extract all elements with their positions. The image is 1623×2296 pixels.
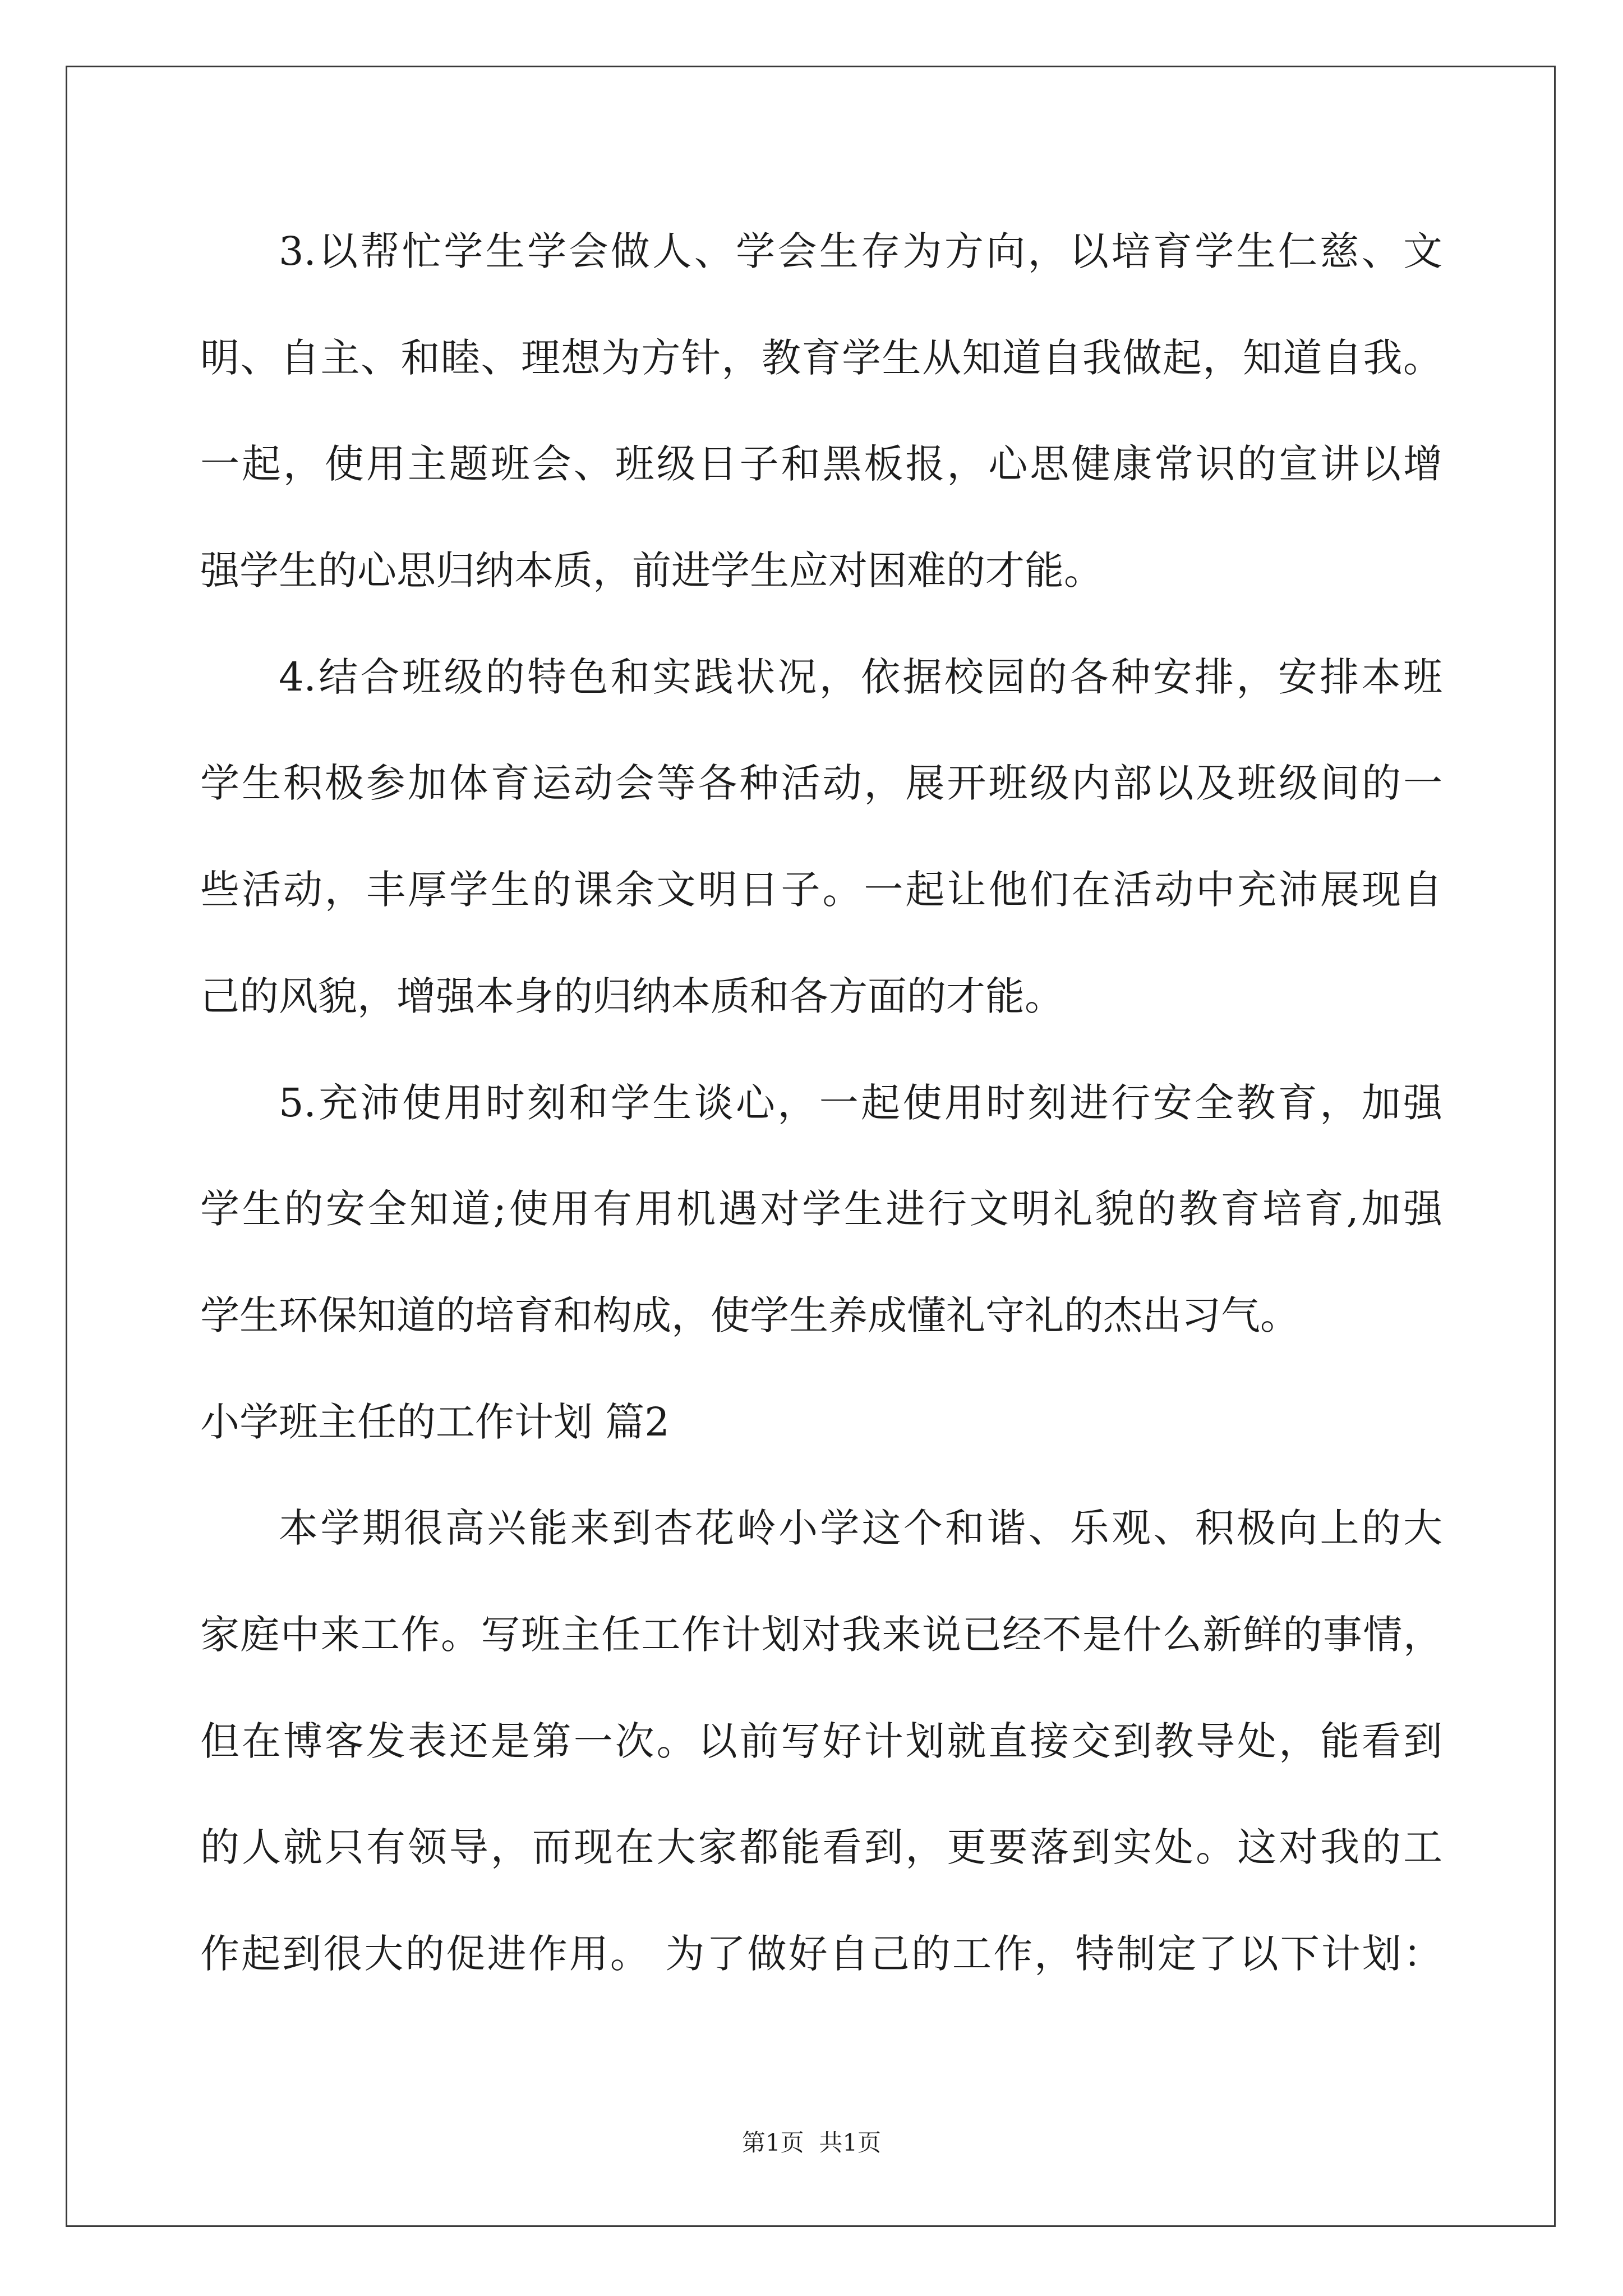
- text-line: 学生环保知道的培育和构成，使学生养成懂礼守礼的杰出习气。: [200, 1292, 1299, 1338]
- text-line: 的人就只有领导，而现在大家都能看到，更要落到实处。这对我的工: [200, 1824, 1442, 1871]
- text-line: 强学生的心思归纳本质，前进学生应对困难的才能。: [200, 547, 1103, 594]
- text-line: 家庭中来工作。写班主任工作计划对我来说已经不是什么新鲜的事情，: [200, 1611, 1442, 1658]
- text-line: 些活动，丰厚学生的课余文明日子。一起让他们在活动中充沛展现自: [200, 867, 1442, 913]
- text-line: 5.充沛使用时刻和学生谈心，一起使用时刻进行安全教育，加强: [279, 1079, 1442, 1126]
- paragraph: [200, 624, 1442, 1050]
- text-line: 作起到很大的促进作用。 为了做好自己的工作，特制定了以下计划：: [200, 1931, 1442, 1977]
- text-line: 4.结合班级的特色和实践状况，依据校园的各种安排，安排本班: [279, 654, 1442, 700]
- text-line: 但在博客发表还是第一次。以前写好计划就直接交到教导处，能看到: [200, 1718, 1442, 1764]
- text-line: 一起，使用主题班会、班级日子和黑板报，心思健康常识的宣讲以增: [200, 441, 1442, 487]
- text-line: 本学期很高兴能来到杏花岭小学这个和谐、乐观、积极向上的大: [279, 1505, 1442, 1552]
- paragraph: [200, 199, 1442, 624]
- text-line: 明、自主、和睦、理想为方针，教育学生从知道自我做起，知道自我。: [200, 334, 1442, 381]
- section-heading: 小学班主任的工作计划 篇2: [200, 1398, 670, 1445]
- text-line: 学生积极参加体育运动会等各种活动，展开班级内部以及班级间的一: [200, 760, 1442, 807]
- paragraph: [200, 1050, 1442, 1369]
- text-line: 学生的安全知道;使用有用机遇对学生进行文明礼貌的教育培育,加强: [200, 1186, 1442, 1232]
- text-line: 3.以帮忙学生学会做人、学会生存为方向，以培育学生仁慈、文: [279, 228, 1442, 274]
- paragraph: [200, 1475, 1442, 2007]
- text-line: 己的风貌，增强本身的归纳本质和各方面的才能。: [200, 973, 1064, 1019]
- page-footer: 第1页 共1页: [741, 2129, 882, 2156]
- document-body: [200, 199, 1442, 2008]
